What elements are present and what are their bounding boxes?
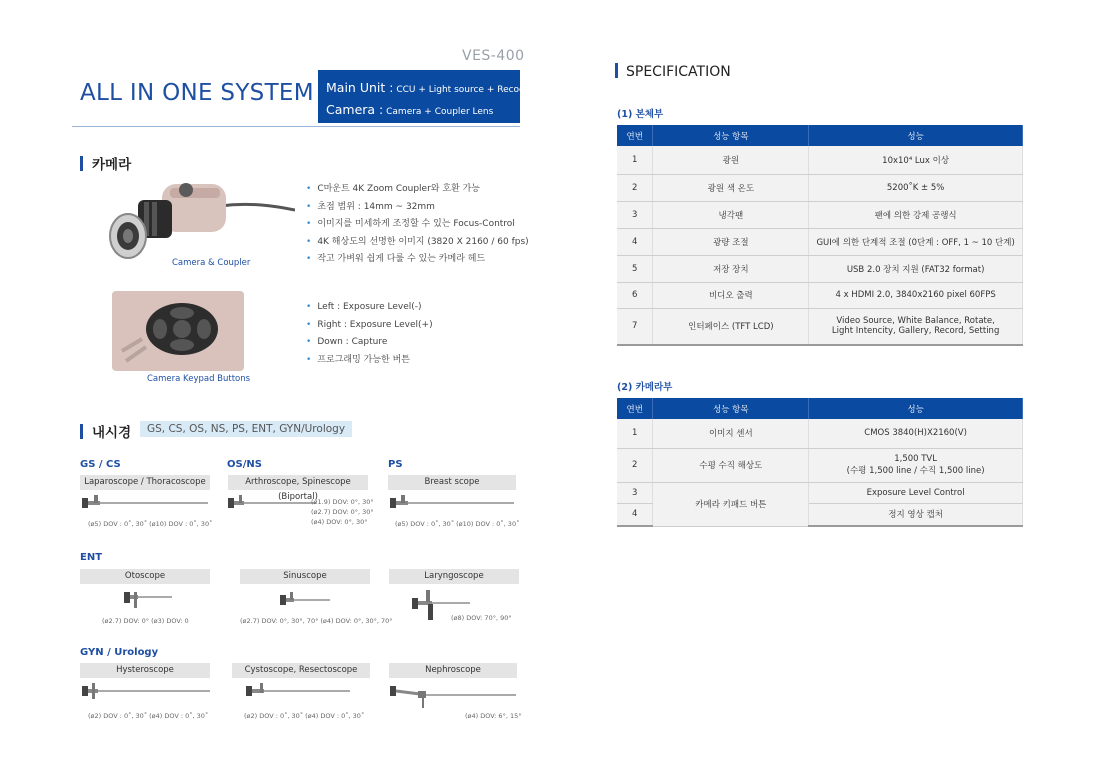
cell-perf — [809, 448, 1023, 482]
cell-perf-line: 1,500 TVL — [894, 454, 937, 464]
cell-no: 1 — [617, 146, 653, 174]
group-label-ps: PS — [388, 459, 403, 470]
otoscope-image — [124, 588, 174, 610]
scope-name-laryngoscope: Laryngoscope — [389, 569, 519, 584]
table-row — [617, 146, 1023, 174]
camera-keypad-image — [112, 291, 244, 371]
cell-perf: 정지 영상 캡처 — [809, 503, 1023, 526]
cell-item: 비디오 출력 — [653, 282, 809, 308]
table-row — [617, 308, 1023, 345]
scope-name-arthroscope: Arthroscope, Spinescope (Biportal) — [228, 475, 368, 490]
cystoscope-image — [244, 682, 352, 702]
group-label-ent: ENT — [80, 552, 103, 563]
camera-feature-list — [306, 181, 529, 269]
scope-name-sinuscope: Sinuscope — [240, 569, 370, 584]
main-unit-label: Main Unit : — [326, 80, 394, 95]
col-header-perf: 성능 — [809, 125, 1023, 146]
cell-no: 3 — [617, 482, 653, 503]
col-header-item: 성능 항목 — [653, 398, 809, 419]
cell-item: 인터페이스 (TFT LCD) — [653, 308, 809, 345]
sinuscope-image — [280, 591, 332, 611]
table-row — [617, 255, 1023, 282]
camera-spec-title: (2) 카메라부 — [617, 382, 673, 393]
cell-item: 카메라 키패드 버튼 — [653, 482, 809, 526]
col-header-perf: 성능 — [809, 398, 1023, 419]
cell-no: 7 — [617, 308, 653, 345]
cell-item: 저장 장치 — [653, 255, 809, 282]
col-header-item: 성능 항목 — [653, 125, 809, 146]
hysteroscope-image — [80, 682, 212, 702]
scope-name-breast: Breast scope — [388, 475, 516, 490]
col-header-no: 연번 — [617, 398, 653, 419]
col-header-no: 연번 — [617, 125, 653, 146]
cell-perf-line: (수평 1,500 line / 수직 1,500 line) — [846, 466, 985, 476]
dov-nephroscope: (ø4) DOV: 6°, 15° — [465, 712, 522, 720]
cell-no: 2 — [617, 174, 653, 201]
cell-no: 4 — [617, 503, 653, 526]
cell-perf: 10x10⁴ Lux 이상 — [809, 146, 1023, 174]
main-unit-spec-table — [617, 125, 1023, 346]
group-label-gyn: GYN / Urology — [80, 647, 159, 658]
camera-label: Camera : — [326, 102, 384, 117]
table-row — [617, 228, 1023, 255]
spec-title — [615, 63, 731, 80]
system-composition-box — [318, 70, 535, 123]
table-row — [617, 174, 1023, 201]
cell-no: 3 — [617, 201, 653, 228]
cell-perf: 5200˚K ± 5% — [809, 174, 1023, 201]
list-item: • 작고 가벼워 쉽게 다룰 수 있는 카메라 헤드 — [306, 251, 529, 269]
camera-line — [326, 100, 512, 122]
keypad-caption: Camera Keypad Buttons — [147, 374, 251, 384]
scope-heading-text: 내시경 — [92, 425, 132, 441]
dov-otoscope: (ø2.7) DOV: 0° (ø3) DOV: 0 — [102, 617, 189, 625]
list-item: • 초점 범위 : 14mm ~ 32mm — [306, 199, 529, 217]
cell-perf-line: Light Intencity, Gallery, Record, Setting — [831, 326, 1000, 337]
cell-perf: GUI에 의한 단계적 조절 (0단계 : OFF, 1 ~ 10 단계) — [809, 228, 1023, 255]
heading-bar — [80, 424, 83, 439]
group-label-osns: OS/NS — [227, 459, 262, 470]
cell-perf-line: Video Source, White Balance, Rotate, — [836, 316, 995, 327]
table-row — [617, 482, 1023, 503]
cell-item: 광원 색 온도 — [653, 174, 809, 201]
scope-category-tag: GS, CS, OS, NS, PS, ENT, GYN/Urology — [140, 421, 352, 437]
arthroscope-image — [228, 494, 318, 512]
scope-name-cystoscope: Cystoscope, Resectoscope — [232, 663, 370, 678]
cell-no: 2 — [617, 448, 653, 482]
list-item: • Left : Exposure Level(-) — [306, 299, 433, 317]
model-name: VES-400 — [462, 48, 525, 64]
spec-title-text: SPECIFICATION — [626, 64, 731, 80]
keypad-button-list — [306, 299, 433, 369]
list-item: • Right : Exposure Level(+) — [306, 317, 433, 335]
table-row — [617, 419, 1023, 448]
cell-item: 수평 수직 해상도 — [653, 448, 809, 482]
cell-perf: 4 x HDMI 2.0, 3840x2160 pixel 60FPS — [809, 282, 1023, 308]
cell-perf: USB 2.0 장치 지원 (FAT32 format) — [809, 255, 1023, 282]
dov-breast: (ø5) DOV : 0˚, 30˚ (ø10) DOV : 0˚, 30˚ — [395, 520, 520, 528]
cell-no: 5 — [617, 255, 653, 282]
scope-name-laparoscope: Laparoscope / Thoracoscope — [80, 475, 210, 490]
main-unit-spec-title: (1) 본체부 — [617, 109, 664, 120]
cell-perf: CMOS 3840(H)X2160(V) — [809, 419, 1023, 448]
list-item: • C마운트 4K Zoom Coupler와 호환 가능 — [306, 181, 529, 199]
heading-bar — [615, 63, 618, 78]
camera-heading-text: 카메라 — [92, 157, 132, 173]
page-title: ALL IN ONE SYSTEM — [80, 80, 314, 106]
cell-item: 냉각팬 — [653, 201, 809, 228]
cell-item: 광량 조절 — [653, 228, 809, 255]
cell-perf — [809, 308, 1023, 345]
list-item: • 4K 해상도의 선명한 이미지 (3820 X 2160 / 60 fps) — [306, 234, 529, 252]
cell-no: 1 — [617, 419, 653, 448]
group-label-gscs: GS / CS — [80, 459, 121, 470]
camera-caption: Camera & Coupler — [172, 258, 251, 268]
dov-arthroscope-2: (ø2.7) DOV: 0°, 30° — [311, 508, 374, 516]
scope-section-heading — [80, 421, 131, 441]
table-row — [617, 201, 1023, 228]
dov-sinuscope: (ø2.7) DOV: 0°, 30°, 70° (ø4) DOV: 0°, 30°, 70° — [240, 617, 393, 625]
main-unit-line — [326, 78, 535, 100]
list-item: • 이미지를 미세하게 조정할 수 있는 Focus-Control — [306, 216, 529, 234]
heading-bar — [80, 156, 83, 171]
breast-scope-image — [388, 494, 516, 512]
header-divider — [72, 126, 520, 127]
table-row — [617, 448, 1023, 482]
camera-spec-table — [617, 398, 1023, 527]
table-row — [617, 282, 1023, 308]
table-header-row — [617, 398, 1023, 419]
list-item: • 프로그래밍 가능한 버튼 — [306, 352, 433, 370]
camera-coupler-image — [100, 178, 295, 270]
dov-arthroscope-3: (ø4) DOV: 0°, 30° — [311, 518, 368, 526]
cell-item: 이미지 센서 — [653, 419, 809, 448]
camera-section-heading — [80, 153, 131, 173]
cell-perf: 팬에 의한 강제 공랭식 — [809, 201, 1023, 228]
dov-laparoscope: (ø5) DOV : 0˚, 30˚ (ø10) DOV : 0˚, 30˚ — [88, 520, 213, 528]
scope-name-hysteroscope: Hysteroscope — [80, 663, 210, 678]
table-header-row — [617, 125, 1023, 146]
cell-no: 4 — [617, 228, 653, 255]
scope-name-nephroscope: Nephroscope — [389, 663, 517, 678]
laparoscope-image — [80, 494, 210, 512]
main-unit-text: CCU + Light source + Recoder — [396, 85, 535, 95]
dov-cystoscope: (ø2) DOV : 0˚, 30˚ (ø4) DOV : 0˚, 30˚ — [244, 712, 365, 720]
scope-name-otoscope: Otoscope — [80, 569, 210, 584]
list-item: • Down : Capture — [306, 334, 433, 352]
dov-arthroscope-1: (ø1.9) DOV: 0°, 30° — [311, 498, 374, 506]
nephroscope-image — [390, 682, 518, 710]
dov-hysteroscope: (ø2) DOV : 0˚, 30˚ (ø4) DOV : 0˚, 30˚ — [88, 712, 209, 720]
cell-no: 6 — [617, 282, 653, 308]
camera-text: Camera + Coupler Lens — [386, 107, 494, 117]
cell-item: 광원 — [653, 146, 809, 174]
dov-laryngoscope: (ø8) DOV: 70°, 90° — [451, 614, 512, 622]
cell-perf: Exposure Level Control — [809, 482, 1023, 503]
